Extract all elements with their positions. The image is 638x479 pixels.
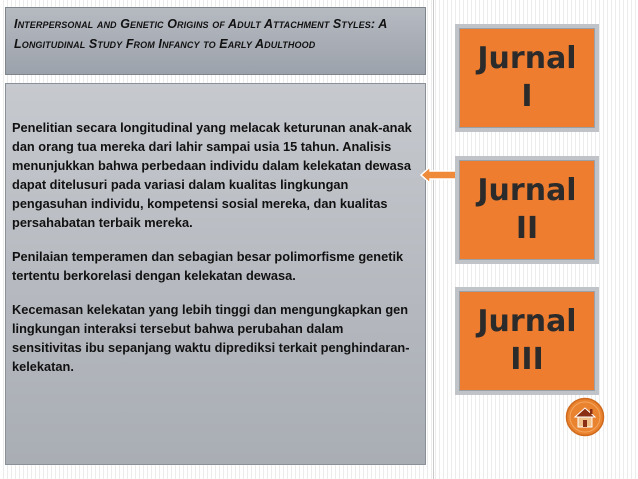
paragraph-2: Penilaian temperamen dan sebagian besar polimorfisme genetik tertentu berkorelasi dengan kelekatan dewasa. [12, 249, 404, 283]
jurnal-1-button[interactable] [455, 24, 599, 132]
jurnal-3-button[interactable] [455, 287, 599, 395]
jurnal-1-word: Jurnal [477, 41, 577, 76]
jurnal-2-button[interactable] [455, 156, 599, 264]
page-title: Interpersonal and Genetic Origins of Adult Attachment Styles: A Longitudinal Study From Infancy to Early Adulthood [14, 17, 387, 51]
title-panel [5, 7, 426, 75]
paragraph-1: Penelitian secara longitudinal yang melacak keturunan anak-anak dan orang tua mereka dari lahir sampai usia 15 tahun. Analisis menunjukkan bahwa perbedaan individu dalam kelekatan dewasa dapat ditelusuri pada variasi dalam kualitas lingkungan pengasuhan individu, kompetensi sosial mereka, dan kualitas persahabatan terbaik mereka. [12, 120, 412, 230]
jurnal-1-number: I [521, 79, 533, 114]
home-icon[interactable] [565, 397, 605, 437]
jurnal-2-word: Jurnal [477, 173, 577, 208]
paragraph-3: Kecemasan kelekatan yang lebih tinggi dan mengungkapkan gen lingkungan interaksi tersebut bahwa perubahan dalam sensitivitas ibu sepanjang waktu diprediksi terkait penghindaran-kelekatan. [12, 302, 410, 374]
divider [433, 0, 434, 479]
jurnal-3-word: Jurnal [477, 304, 577, 339]
content-panel [5, 83, 426, 465]
jurnal-3-number: III [510, 342, 544, 377]
jurnal-2-number: II [515, 211, 539, 246]
